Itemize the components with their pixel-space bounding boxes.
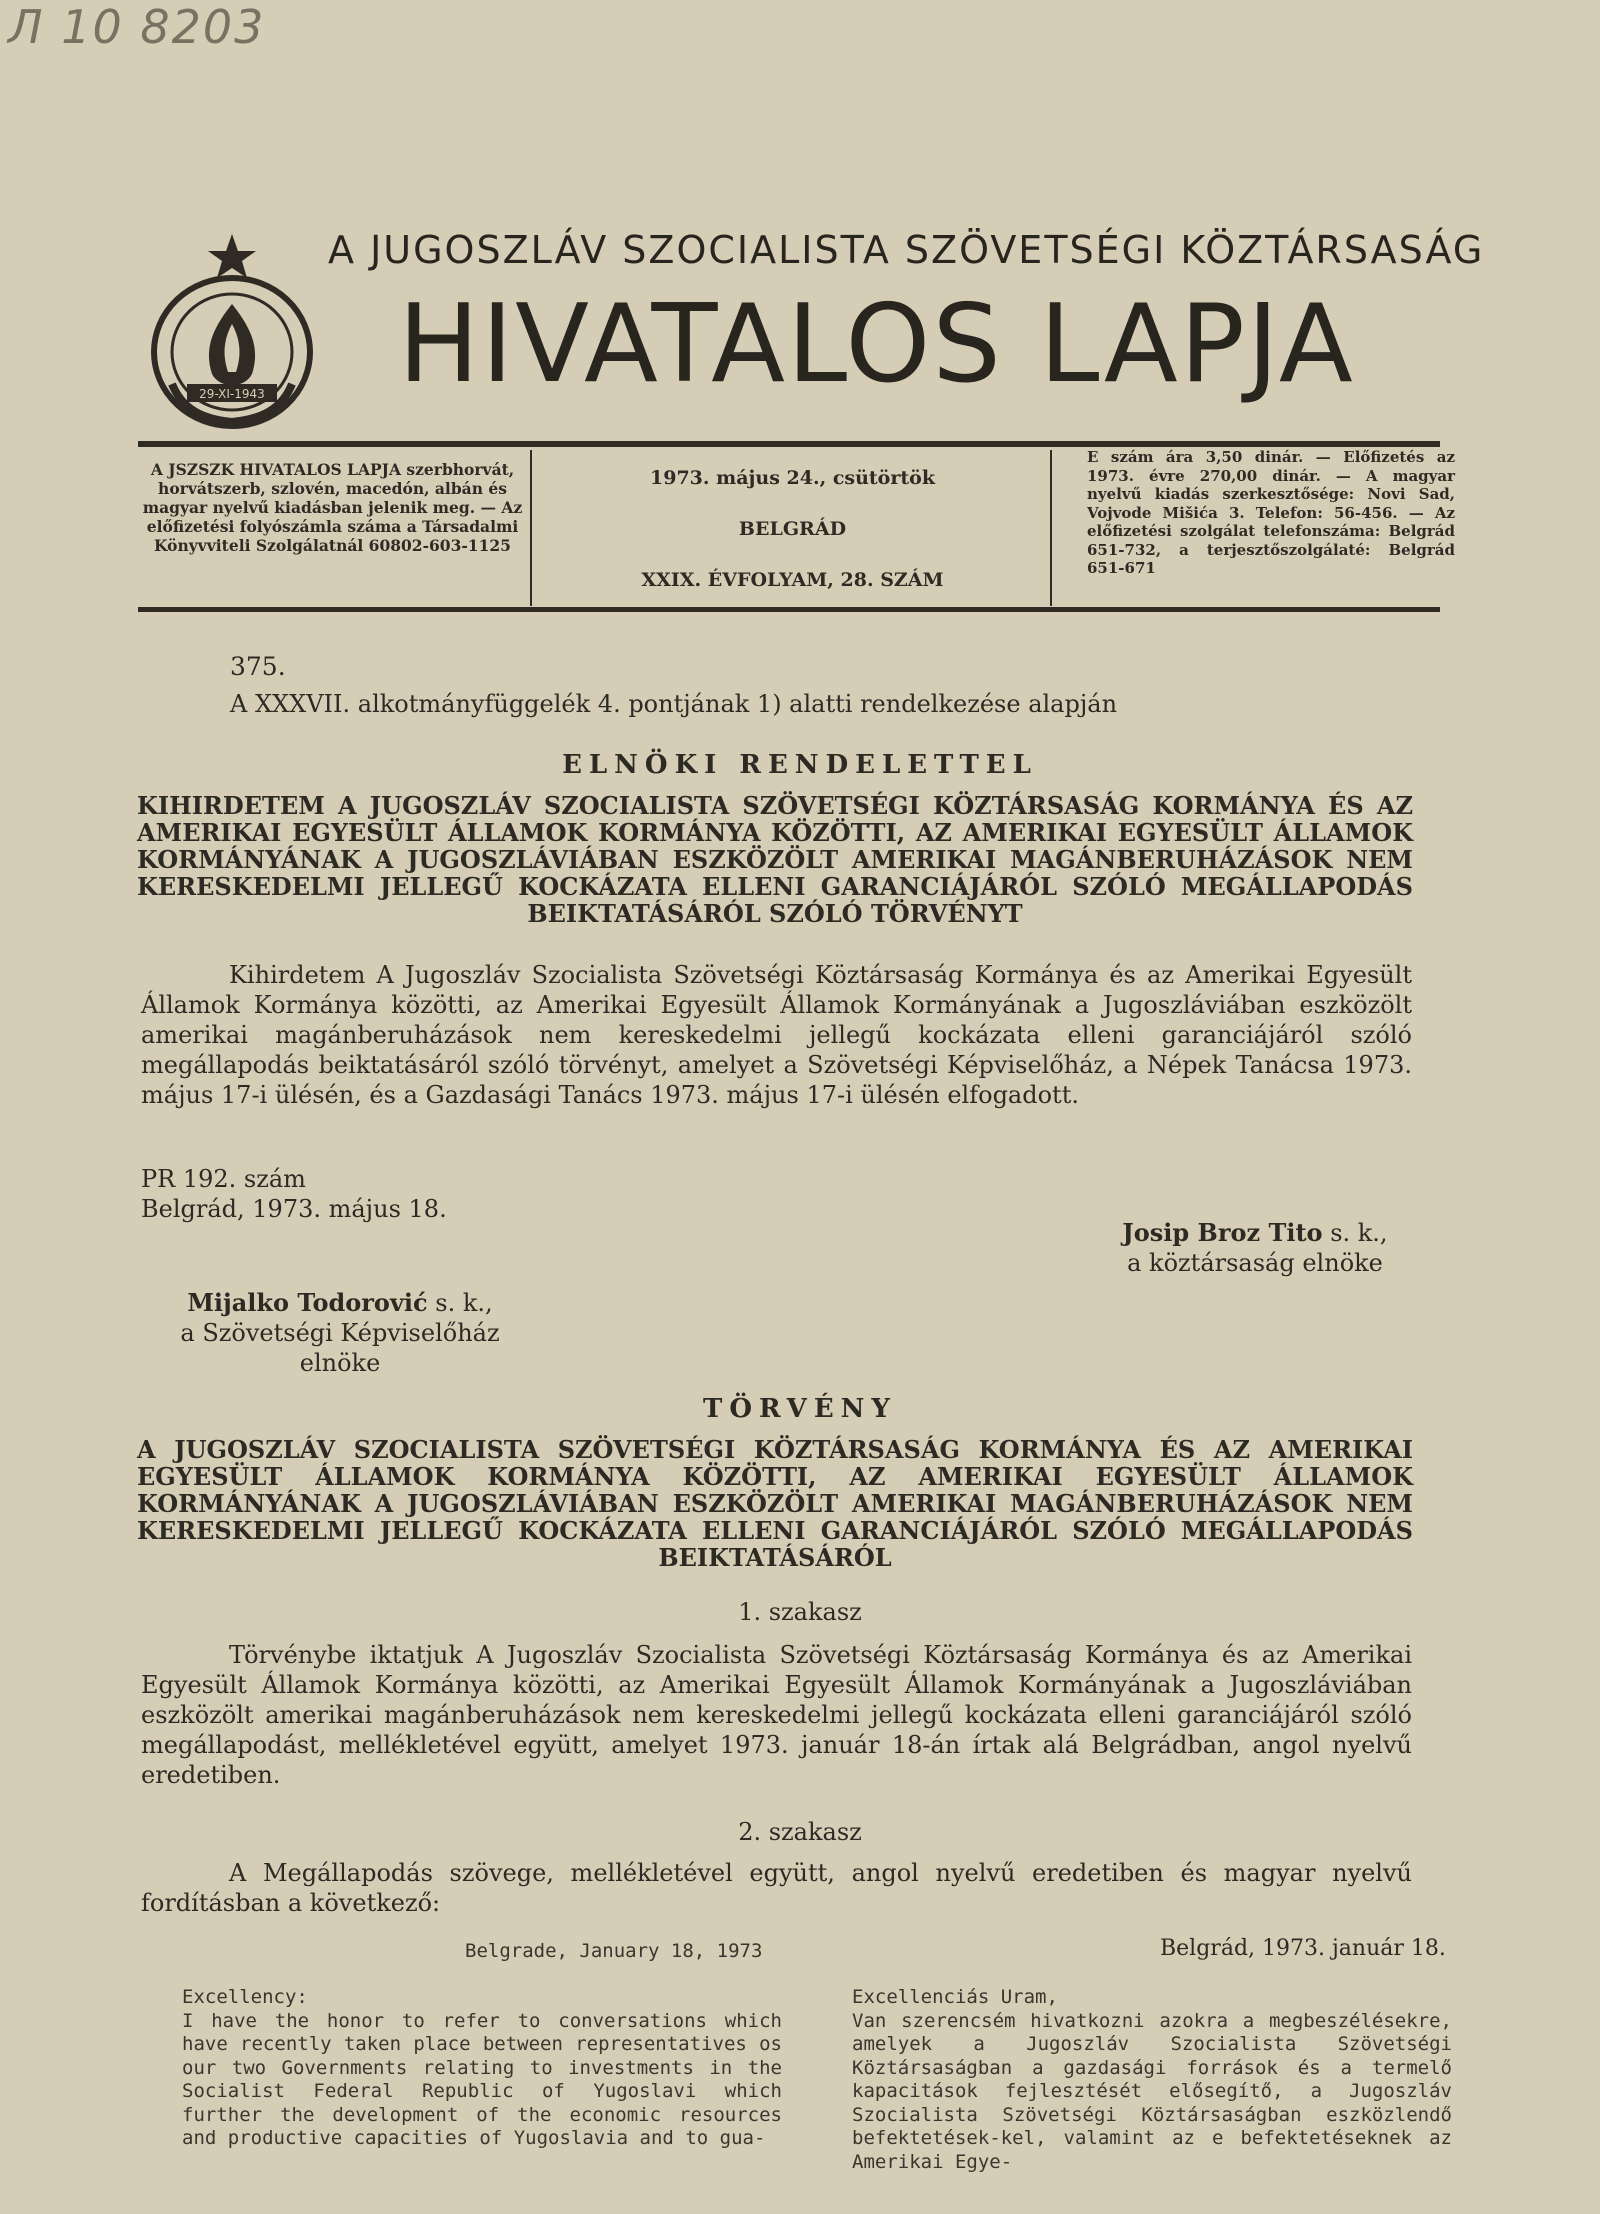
masthead-title: HIVATALOS LAPJA: [398, 282, 1355, 407]
publication-notice: A JSZSZK HIVATALOS LAPJA szerbhorvát, horvátszerb, szlovén, macedón, albán és magyar nyelvű kiadásban jelenik meg. — Az előfizetési folyószámla száma a Társadalmi Könyvviteli Szolgálatnál 60802-603-1125: [142, 460, 523, 555]
archive-handwritten-note: Л 10 8203: [8, 0, 266, 54]
masthead-subtitle: A JUGOSZLÁV SZOCIALISTA SZÖVETSÉGI KÖZTÁRSASÁG: [328, 228, 1485, 272]
signatory-role: a Szövetségi Képviselőház: [180, 1319, 500, 1347]
letter-date-en: Belgrade, January 18, 1973: [465, 1940, 763, 1962]
masthead-top-rule: [138, 441, 1440, 447]
section-1-text: Törvénybe iktatjuk A Jugoszláv Szocialista Szövetségi Köztársaság Kormánya és az Amerikai Egyesült Államok Kormánya közötti, az Amerikai Egyesült Államok Kormányának a Jugoszláviában eszközölt amerikai magánberuházások nem kereskedelmi jellegű kockázata elleni garanciájáról szóló megállapodást, mellékletével együtt, amelyet 1973. január 18-án írtak alá Belgrádban, angol nyelvű eredetiben.: [141, 1641, 1412, 1789]
section-2-text: A Megállapodás szövege, mellékletével együtt, angol nyelvű eredetiben és magyar nyelvű fordításban a következő:: [141, 1859, 1412, 1917]
letter-column-hungarian: [852, 1986, 1452, 2174]
decree-basis: A XXXVII. alkotmányfüggelék 4. pontjának 1) alatti rendelkezése alapján: [230, 690, 1118, 718]
letter-salutation: Excellenciás Uram,: [852, 1986, 1058, 2008]
signatory-name: Mijalko Todorović: [187, 1288, 428, 1317]
decree-reference: PR 192. szám: [141, 1165, 306, 1193]
letter-salutation: Excellency:: [182, 1986, 308, 2008]
info-divider-left: [530, 450, 532, 606]
decree-body: Kihirdetem A Jugoszláv Szocialista Szövetségi Köztársaság Kormánya és az Amerikai Egyesült Államok Kormánya közötti, az Amerikai Egyesült Államok Kormányának a Jugoszláviában eszközölt amerikai magánberuházások nem kereskedelmi jellegű kockázata elleni garanciájáról szóló megállapodás beiktatásáról szóló törvényt, amelyet a Szövetségi Képviselőház, a Népek Tanácsa 1973. május 17-i ülésén, és a Gazdasági Tanács 1973. május 17-i ülésén elfogadott.: [141, 961, 1412, 1109]
signatory-sk: s. k.,: [435, 1289, 493, 1317]
info-divider-right: [1050, 450, 1052, 606]
emblem-date: 29-XI-1943: [199, 387, 265, 401]
letter-body: Van szerencsém hivatkozni azokra a megbeszélésekre, amelyek a Jugoszláv Szocialista Szövetségi Köztársaságban a gazdasági források és a termelő kapacitások fejlesztését elősegítő, a Jugoszláv Szocialista Szövetségi Köztársaságban eszközlendő befektetések-kel, valamint az e befektetéseknek az Amerikai Egye-: [852, 2009, 1452, 2173]
decree-title: KIHIRDETEM A JUGOSZLÁV SZOCIALISTA SZÖVETSÉGI KÖZTÁRSASÁG KORMÁNYA ÉS AZ AMERIKAI EGYESÜLT ÁLLAMOK KORMÁNYA KÖZÖTTI, AZ AMERIKAI EGYESÜLT ÁLLAMOK KORMÁNYÁNAK A JUGOSZLÁVIÁBAN ESZKÖZÖLT AMERIKAI MAGÁNBERUHÁZÁSOK NEM KERESKEDELMI JELLEGŰ KOCKÁZATA ELLENI GARANCIÁJÁRÓL SZÓLÓ MEGÁLLAPODÁS BEIKTATÁSÁRÓL SZÓLÓ TÖRVÉNYT: [137, 791, 1413, 928]
decree-place-date: Belgrád, 1973. május 18.: [141, 1195, 447, 1223]
price-subscription-info: E szám ára 3,50 dinár. — Előfizetés az 1973. évre 270,00 dinár. — A magyar nyelvű kiadás szerkesztősége: Novi Sad, Vojvode Mišića 3. Telefon: 56-456. — Az előfizetési szolgálat telefonszáma: Belgrád 651-732, a terjesztőszolgálaté: Belgrád 651-671: [1087, 448, 1455, 577]
signatory-role: a köztársaság elnöke: [1127, 1249, 1383, 1277]
signature-assembly-president: [150, 1288, 530, 1378]
issue-place: BELGRÁD: [738, 518, 847, 540]
section-1-heading: 1. szakasz: [738, 1598, 862, 1626]
decree-number: 375.: [230, 652, 286, 681]
letter-column-english: [182, 1986, 782, 2151]
issue-volume: XXIX. ÉVFOLYAM, 28. SZÁM: [641, 569, 944, 591]
signatory-sk: s. k.,: [1330, 1219, 1388, 1247]
letter-date-hu: Belgrád, 1973. január 18.: [1160, 1936, 1446, 1961]
signatory-role: elnöke: [299, 1349, 381, 1377]
decree-heading: ELNÖKI RENDELETTEL: [562, 750, 1038, 780]
law-title: A JUGOSZLÁV SZOCIALISTA SZÖVETSÉGI KÖZTÁRSASÁG KORMÁNYA ÉS AZ AMERIKAI EGYESÜLT ÁLLAMOK KORMÁNYA KÖZÖTTI, AZ AMERIKAI EGYESÜLT ÁLLAMOK KORMÁNYÁNAK A JUGOSZLÁVIÁBAN ESZKÖZÖLT AMERIKAI MAGÁNBERUHÁZÁSOK NEM KERESKEDELMI JELLEGŰ KOCKÁZATA ELLENI GARANCIÁJÁRÓL SZÓLÓ MEGÁLLAPODÁS BEIKTATÁSÁRÓL: [137, 1435, 1413, 1572]
law-heading: TÖRVÉNY: [703, 1394, 897, 1424]
signature-president: [1090, 1218, 1420, 1278]
signatory-name: Josip Broz Tito: [1122, 1218, 1323, 1247]
letter-body: I have the honor to refer to conversations which have recently taken place between representatives os our two Governments relating to investments in the Socialist Federal Republic of Yugoslavi which further the development of the economic resources and productive capacities of Yugoslavia and to gua-: [182, 2009, 782, 2149]
coat-of-arms-emblem: [142, 234, 322, 434]
section-2-heading: 2. szakasz: [738, 1818, 862, 1846]
issue-info: [535, 466, 1050, 619]
issue-date: 1973. május 24., csütörtök: [650, 467, 935, 489]
